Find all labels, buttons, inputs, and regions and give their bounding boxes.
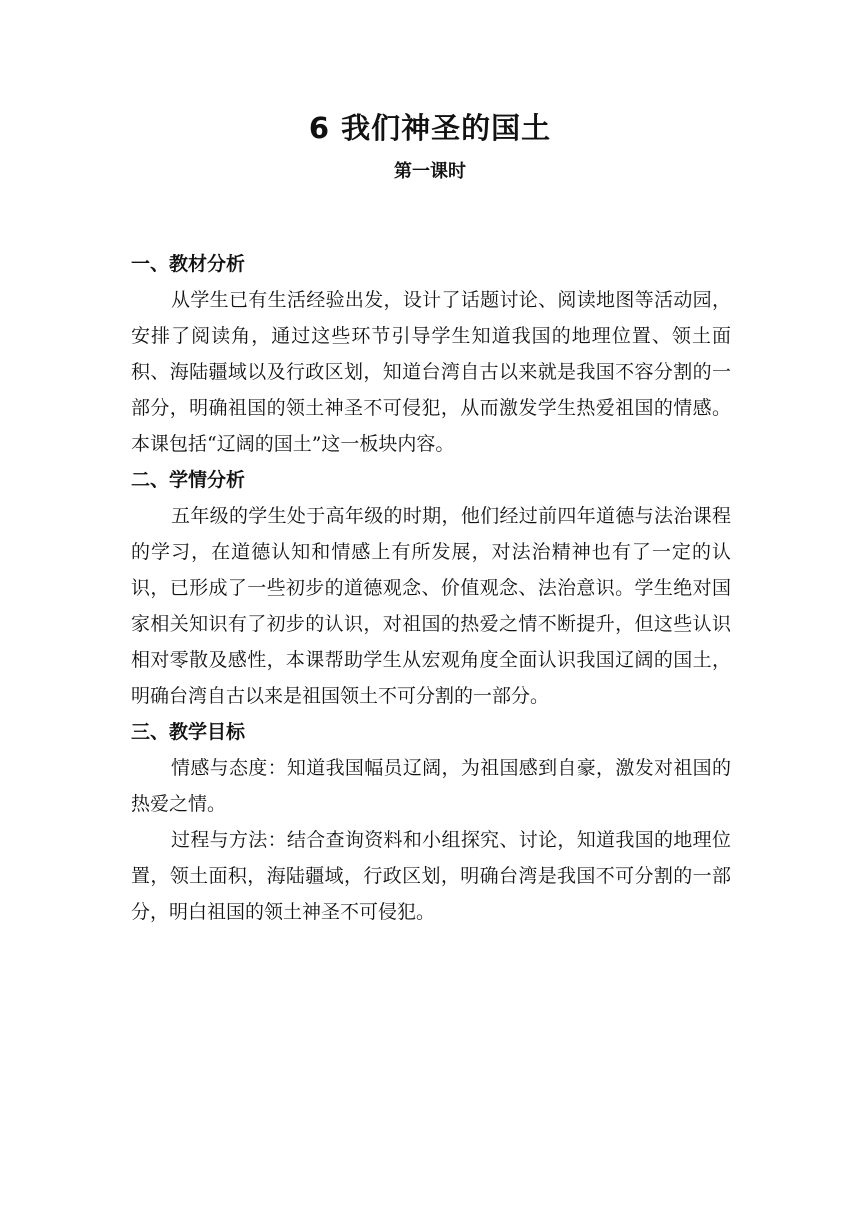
- section-heading-textbook-analysis: 一、教材分析: [131, 253, 246, 275]
- lesson-subtitle: 第一课时: [394, 161, 466, 182]
- lesson-title: 6 我们神圣的国土: [308, 111, 552, 145]
- section-heading-teaching-goals: 三、教学目标: [131, 721, 246, 743]
- section-paragraph: 五年级的学生处于高年级的时期，他们经过前四年道德与法治课程的学习，在道德认知和情感上有所发展，对法治精神也有了一定的认识，已形成了一些初步的道德观念、价值观念、法治意识。学生绝对国家相关知识有了初步的认识，对祖国的热爱之情不断提升，但这些认识相对零散及感性，本课帮助学生从宏观角度全面认识我国辽阔的国土，明确台湾自古以来是祖国领土不可分割的一部分。: [131, 505, 731, 707]
- section-heading-student-analysis: 二、学情分析: [131, 469, 246, 491]
- section-paragraph: 情感与态度：知道我国幅员辽阔，为祖国感到自豪，激发对祖国的热爱之情。: [131, 757, 731, 815]
- section-paragraph: 过程与方法：结合查询资料和小组探究、讨论，知道我国的地理位置，领土面积，海陆疆域，行政区划，明确台湾是我国不可分割的一部分，明白祖国的领土神圣不可侵犯。: [131, 829, 731, 923]
- document-body: [131, 246, 731, 930]
- section-paragraph: 从学生已有生活经验出发，设计了话题讨论、阅读地图等活动园，安排了阅读角，通过这些环节引导学生知道我国的地理位置、领土面积、海陆疆域以及行政区划，知道台湾自古以来就是我国不容分割的一部分，明确祖国的领土神圣不可侵犯，从而激发学生热爱祖国的情感。本课包括“辽阔的国土”这一板块内容。: [131, 289, 731, 455]
